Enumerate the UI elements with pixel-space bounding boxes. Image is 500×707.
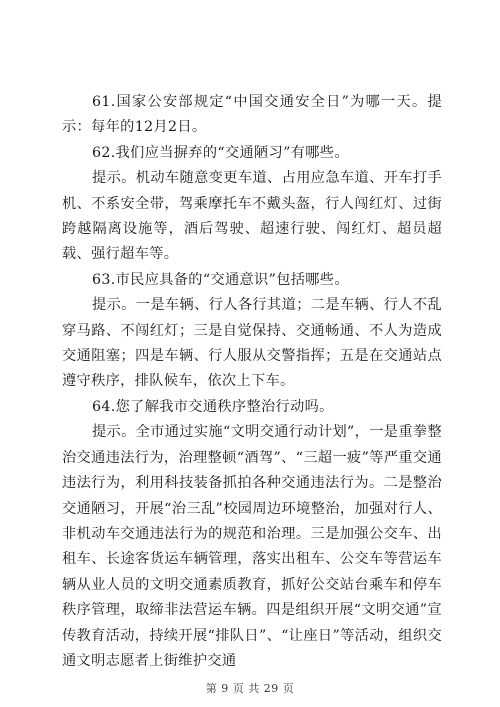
page-number-footer: 第 9 页 共 29 页 (205, 682, 295, 695)
paragraph-q64-hint: 提示。全市通过实施“文明交通行动计划”，一是重拳整治交通违法行为，治理整顿“酒驾”、“三超一疲”等严重交通违法行为，利用科技装备抓拍各种交通违法行为。二是整治交通陋习，开展“治三乱”校园周边环境整治，加强对行人、非机动车交通违法行为的规范和治理。三是加强公交车、出租车、长途客货运车辆管理，落实出租车、公交车等营运车辆从业人员的文明交通素质教育，抓好公交站台乘车和停车秩序管理，取缔非法营运车辆。四是组织开展“文明交通”宣传教育活动，持续开展“排队日”、“让座日”等活动，组织交通文明志愿者上街维护交通 (62, 424, 442, 669)
paragraph-q62: 62.我们应当摒弃的“交通陋习”有哪些。 (92, 144, 349, 161)
paragraph-q64: 64.您了解我市交通秩序整治行动吗。 (92, 398, 334, 415)
paragraph-q63: 63.市民应具备的“交通意识”包括哪些。 (92, 271, 349, 288)
paragraph-q61: 61.国家公安部规定“中国交通安全日”为哪一天。提示：每年的12月2日。 (62, 94, 442, 136)
paragraph-q62-hint: 提示。机动车随意变更车道、占用应急车道、开车打手机、不系安全带，驾乘摩托车不戴头盔，行人闯红灯、过街跨越隔离设施等，酒后驾驶、超速行驶、闯红灯、超员超载、强行超车等。 (62, 170, 442, 263)
document-body (62, 90, 442, 674)
paragraph-q63-hint: 提示。一是车辆、行人各行其道；二是车辆、行人不乱穿马路、不闯红灯；三是自觉保持、交通畅通、不人为造成交通阻塞；四是车辆、行人服从交警指挥；五是在交通站点遵守秩序，排队候车，依次上下车。 (62, 297, 442, 390)
